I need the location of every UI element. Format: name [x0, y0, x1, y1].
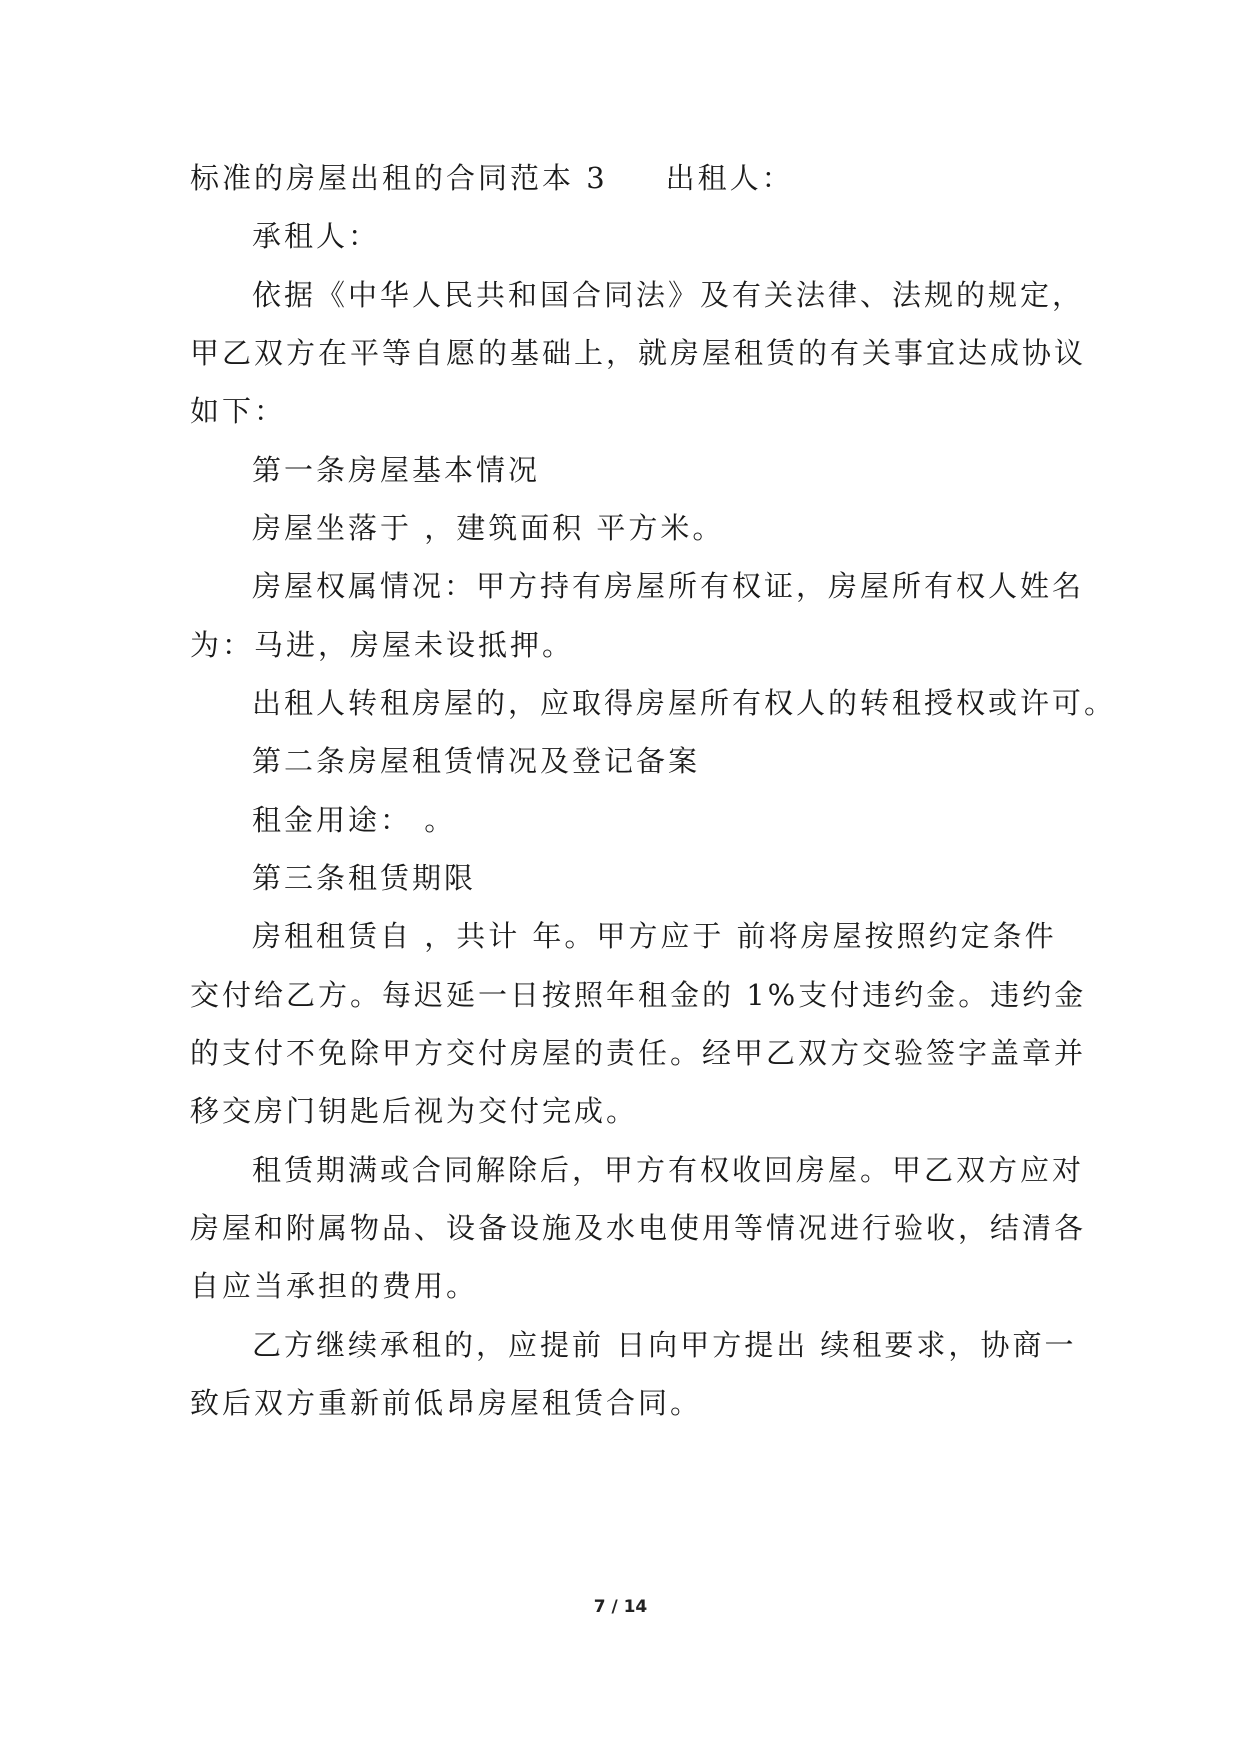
lessor-label: 出租人： [665, 161, 794, 195]
paragraph-line: 出租人转租房屋的，应取得房屋所有权人的转租授权或许可。 [252, 686, 1117, 720]
paragraph-line: 致后双方重新前低昂房屋租赁合同。 [190, 1386, 703, 1420]
section-heading: 第二条房屋租赁情况及登记备案 [252, 744, 701, 778]
section-heading: 第一条房屋基本情况 [252, 453, 541, 487]
document-title: 标准的房屋出租的合同范本 3 [190, 161, 608, 195]
paragraph-line: 租赁期满或合同解除后，甲方有权收回房屋。甲乙双方应对 [252, 1153, 1085, 1187]
paragraph-line: 租金用途： 。 [252, 803, 457, 837]
lessee-label: 承租人： [252, 219, 381, 253]
paragraph-line: 房屋权属情况：甲方持有房屋所有权证，房屋所有权人姓名 [252, 569, 1085, 603]
paragraph-line: 依据《中华人民共和国合同法》及有关法律、法规的规定， [252, 278, 1085, 312]
section-heading: 第三条租赁期限 [252, 861, 477, 895]
paragraph-line: 甲乙双方在平等自愿的基础上，就房屋租赁的有关事宜达成协议 [190, 336, 1087, 370]
paragraph-line: 房屋坐落于 ，建筑面积 平方米。 [252, 511, 725, 545]
paragraph-line: 乙方继续承租的，应提前 日向甲方提出 续租要求，协商一 [252, 1328, 1077, 1362]
title-line [190, 158, 794, 198]
paragraph-line: 移交房门钥匙后视为交付完成。 [190, 1094, 639, 1128]
page-number: 7 / 14 [593, 1597, 648, 1617]
paragraph-line: 交付给乙方。每迟延一日按照年租金的 1%支付违约金。违约金 [190, 978, 1087, 1012]
paragraph-line: 自应当承担的费用。 [190, 1269, 479, 1303]
paragraph-line: 房屋和附属物品、设备设施及水电使用等情况进行验收，结清各 [190, 1211, 1087, 1245]
paragraph-line: 为：马进，房屋未设抵押。 [190, 628, 575, 662]
paragraph-line: 如下： [190, 394, 287, 428]
paragraph-line: 房租租赁自 ，共计 年。甲方应于 前将房屋按照约定条件 [252, 919, 1057, 953]
paragraph-line: 的支付不免除甲方交付房屋的责任。经甲乙双方交验签字盖章并 [190, 1036, 1087, 1070]
